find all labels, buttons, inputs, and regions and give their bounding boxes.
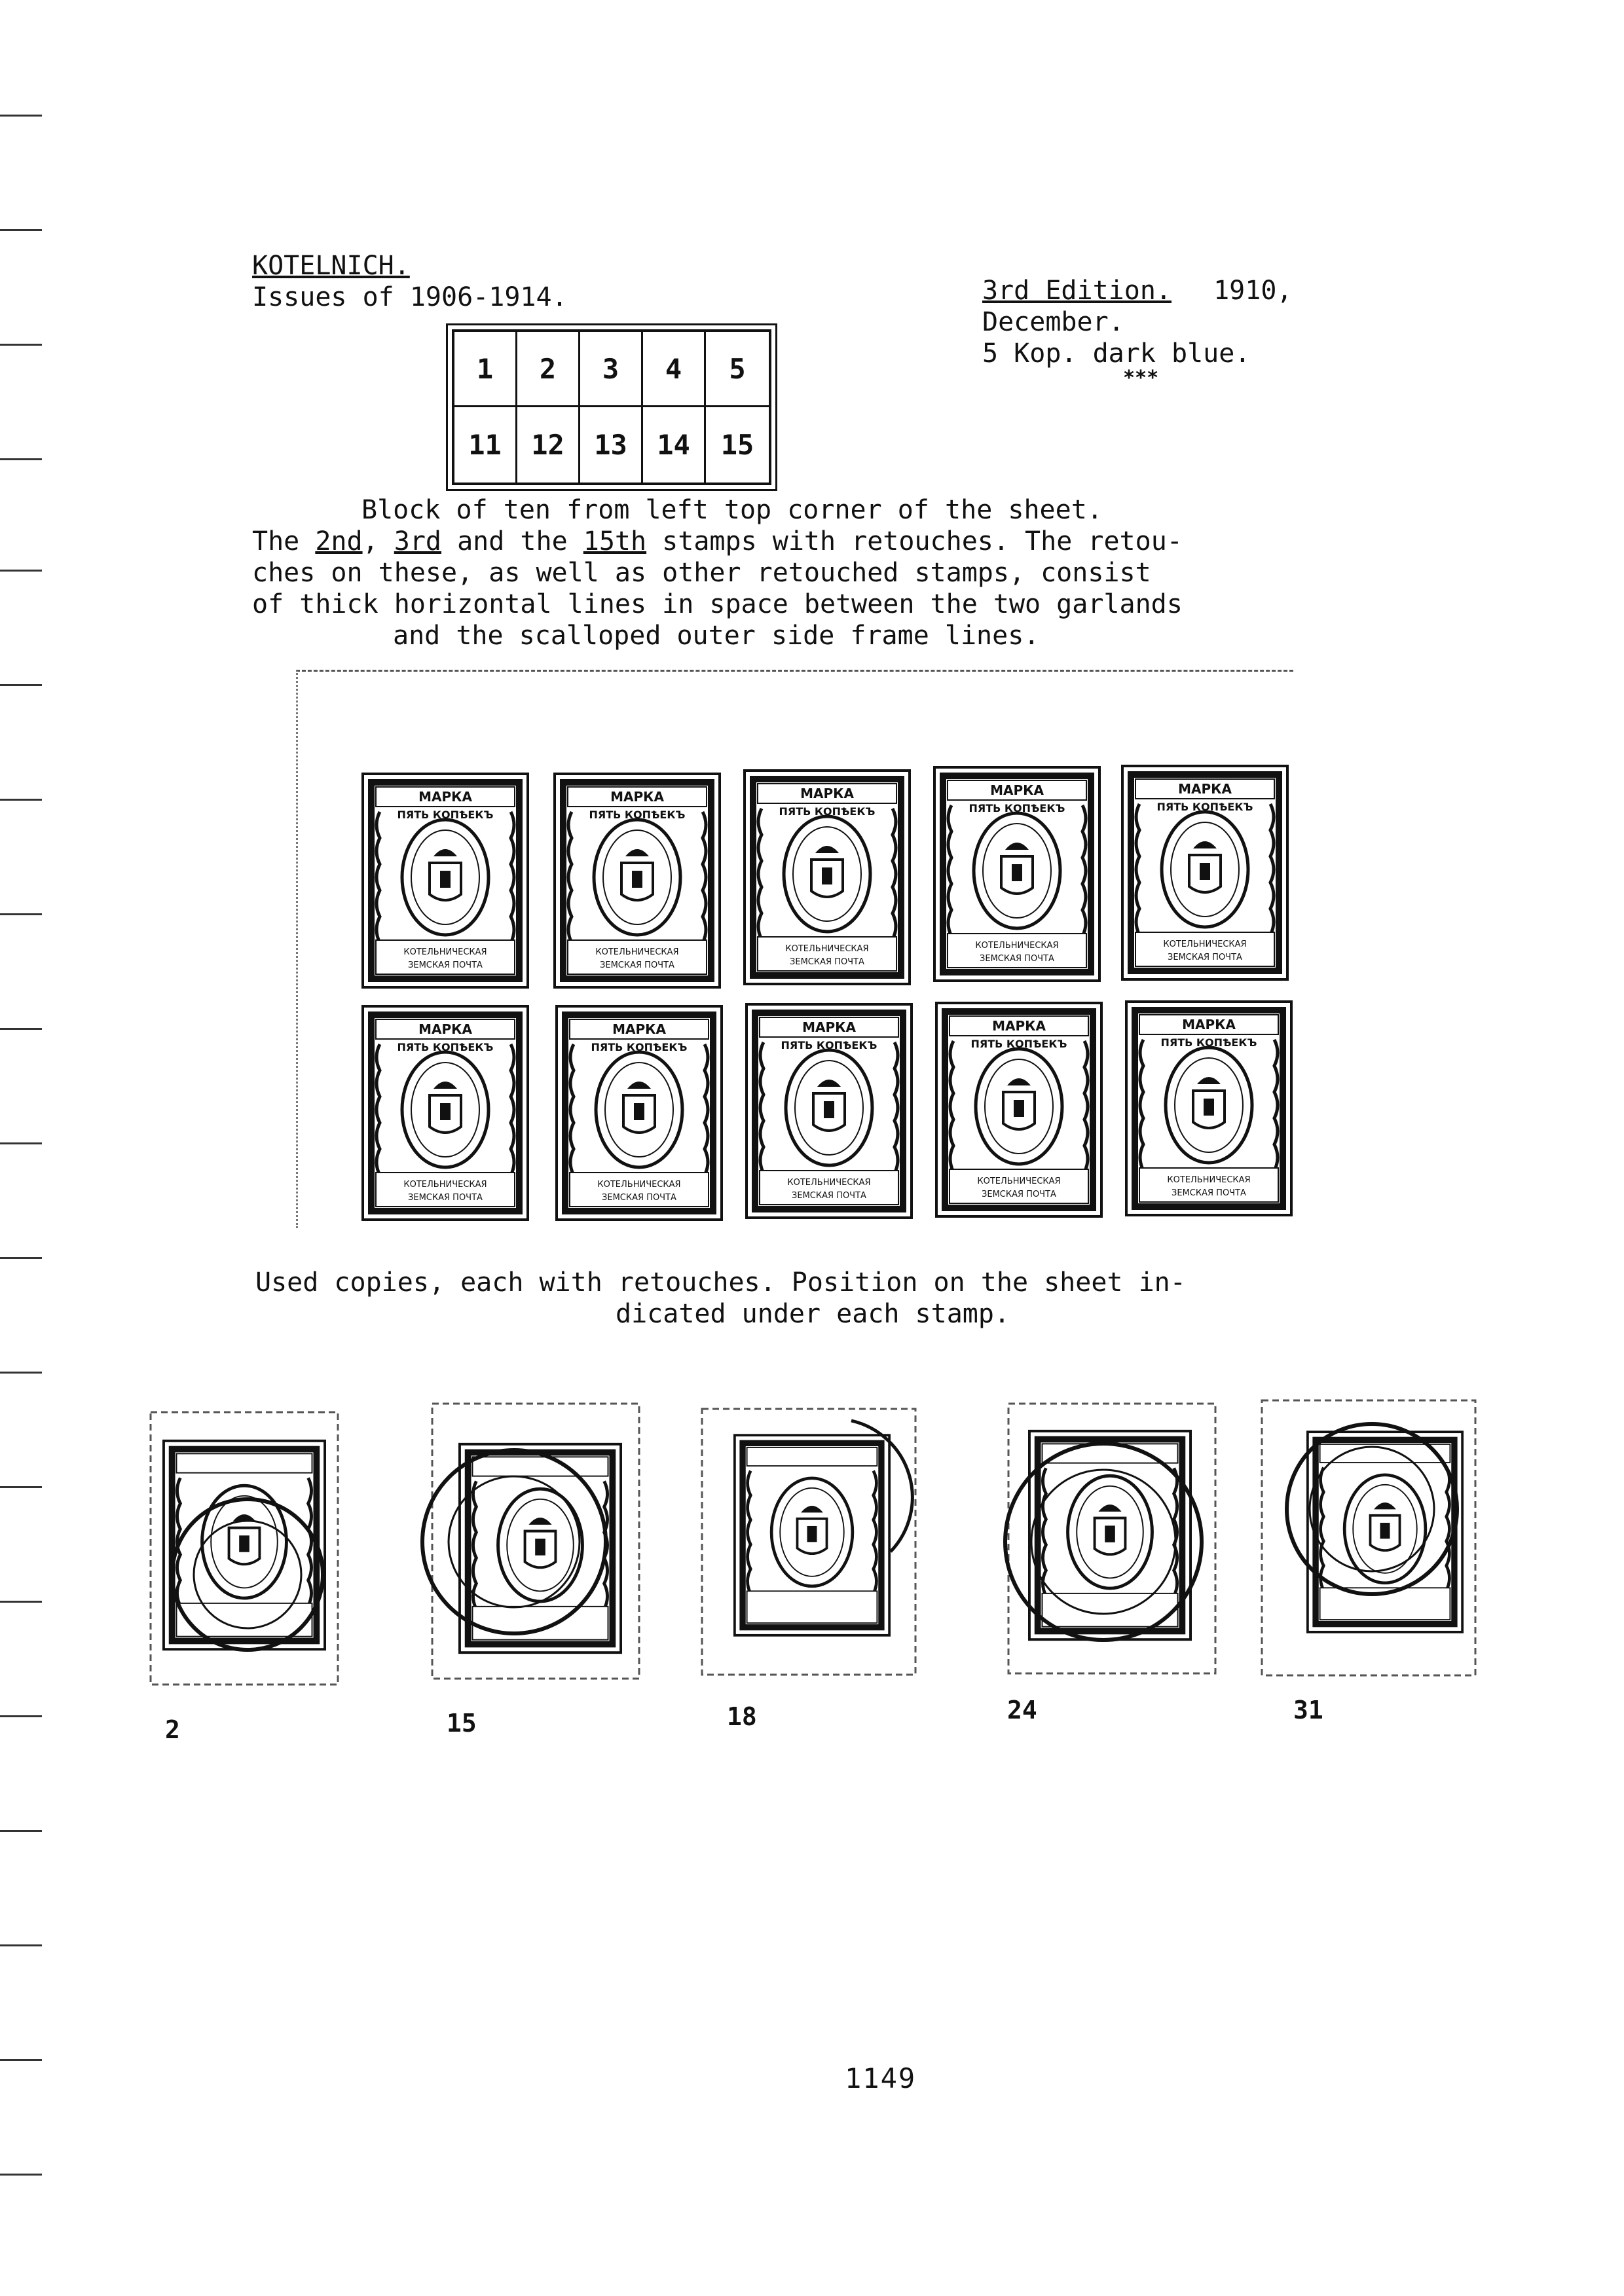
stamp-top-text: МАРКА (612, 1021, 666, 1037)
asterisk-mark: *** (1123, 367, 1159, 390)
grid-cell: 14 (643, 407, 706, 483)
stamp-bottom-text: КОТЕЛЬНИЧЕСКАЯ (1167, 1175, 1251, 1185)
used-stamp (1261, 1398, 1477, 1679)
stamp-bottom-text: КОТЕЛЬНИЧЕСКАЯ (403, 1180, 487, 1190)
stamp (1125, 1000, 1293, 1216)
stamp (745, 1003, 913, 1219)
used-stamp (701, 1408, 917, 1676)
stamp (933, 766, 1101, 982)
stamp-bottom-text: ЗЕМСКАЯ ПОЧТА (1172, 1188, 1246, 1198)
stamp-value-text: ПЯТЬ КОПѢЕКЪ (969, 802, 1065, 814)
stamp-value-text: ПЯТЬ КОПѢЕКЪ (779, 805, 876, 818)
stamp-bottom-text: ЗЕМСКАЯ ПОЧТА (602, 1193, 676, 1203)
stamp-bottom-text: КОТЕЛЬНИЧЕСКАЯ (975, 941, 1059, 951)
stamp-top-text: МАРКА (992, 1018, 1046, 1034)
stamp-bottom-text: КОТЕЛЬНИЧЕСКАЯ (787, 1178, 871, 1188)
stamp-value-text: ПЯТЬ КОПѢЕКЪ (589, 809, 686, 821)
grid-cell: 2 (517, 332, 580, 407)
stamp (361, 773, 529, 989)
used-stamp (989, 1401, 1218, 1676)
grid-cell: 11 (454, 407, 517, 483)
edition-month: December. (982, 307, 1124, 337)
grid-cell: 3 (580, 332, 643, 407)
description-line: of thick horizontal lines in space between the two garlands (252, 589, 1183, 619)
edition-label: 3rd Edition. (982, 276, 1172, 306)
stamp-top-text: МАРКА (802, 1019, 856, 1035)
stamp-value-text: ПЯТЬ КОПѢЕКЪ (397, 809, 494, 821)
stamp (553, 773, 721, 989)
stamp-bottom-text: ЗЕМСКАЯ ПОЧТА (600, 960, 674, 970)
stamp-value-text: ПЯТЬ КОПѢЕКЪ (397, 1041, 494, 1053)
stamp-value-text: ПЯТЬ КОПѢЕКЪ (1156, 801, 1253, 813)
stamp-value-text: ПЯТЬ КОПѢЕКЪ (781, 1039, 877, 1051)
text-span: 3rd (394, 526, 441, 556)
text-span: 2nd (315, 526, 363, 556)
edition-year: 1910, (1213, 276, 1293, 306)
grid-cell: 12 (517, 407, 580, 483)
text-span: 15th (583, 526, 647, 556)
stamp-top-text: МАРКА (1178, 781, 1232, 797)
stamp (1121, 765, 1289, 981)
stamp-top-text: МАРКА (1182, 1017, 1236, 1032)
stamp-bottom-text: ЗЕМСКАЯ ПОЧТА (792, 1191, 866, 1201)
stamp-value-text: ПЯТЬ КОПѢЕКЪ (1160, 1036, 1257, 1049)
stamp-value-text: ПЯТЬ КОПѢЕКЪ (970, 1038, 1067, 1050)
stamp-bottom-text: КОТЕЛЬНИЧЕСКАЯ (785, 944, 869, 954)
stamp-top-text: МАРКА (418, 789, 472, 805)
stamp-top-text: МАРКА (800, 786, 854, 801)
stamp-bottom-text: ЗЕМСКАЯ ПОЧТА (982, 1190, 1056, 1199)
stamp-bottom-text: ЗЕМСКАЯ ПОЧТА (408, 960, 483, 970)
denomination: 5 Kop. dark blue. (982, 338, 1251, 369)
position-label: 2 (165, 1715, 180, 1744)
stamp (555, 1005, 723, 1221)
stamp-bottom-text: ЗЕМСКАЯ ПОЧТА (980, 954, 1054, 964)
stamp-bottom-text: КОТЕЛЬНИЧЕСКАЯ (403, 947, 487, 957)
description-line (252, 526, 1183, 557)
description-line: Block of ten from left top corner of the sheet. (361, 495, 1103, 525)
position-label: 24 (1007, 1696, 1037, 1724)
used-stamp (149, 1411, 339, 1686)
text-span: and the (441, 526, 583, 556)
position-label: 18 (727, 1702, 757, 1731)
stamp-bottom-text: КОТЕЛЬНИЧЕСКАЯ (595, 947, 679, 957)
stamp-top-text: МАРКА (610, 789, 664, 805)
position-label: 15 (447, 1709, 477, 1738)
stamp (935, 1002, 1103, 1218)
stamp-bottom-text: ЗЕМСКАЯ ПОЧТА (790, 957, 864, 967)
stamp-bottom-text: КОТЕЛЬНИЧЕСКАЯ (977, 1176, 1061, 1186)
text-span: stamps with retouches. The retou- (646, 526, 1183, 556)
stamp (361, 1005, 529, 1221)
page-number: 1149 (845, 2062, 917, 2094)
used-stamp (406, 1401, 642, 1683)
grid-cell: 13 (580, 407, 643, 483)
edition-line (982, 275, 1293, 306)
position-label: 31 (1293, 1696, 1323, 1724)
stamp-value-text: ПЯТЬ КОПѢЕКЪ (591, 1041, 688, 1053)
stamp-bottom-text: ЗЕМСКАЯ ПОЧТА (1168, 953, 1242, 962)
stamp-bottom-text: КОТЕЛЬНИЧЕСКАЯ (1163, 939, 1247, 949)
used-caption-line: dicated under each stamp. (616, 1299, 1010, 1329)
grid-cell: 4 (643, 332, 706, 407)
grid-cell: 5 (706, 332, 769, 407)
stamp-top-text: МАРКА (990, 782, 1044, 798)
stamp-bottom-text: КОТЕЛЬНИЧЕСКАЯ (597, 1180, 681, 1190)
page-subtitle: Issues of 1906-1914. (252, 282, 568, 312)
position-grid (452, 329, 771, 485)
page-title: KOTELNICH. (252, 251, 410, 281)
text-span: The (252, 526, 316, 556)
grid-cell: 15 (720, 429, 754, 461)
stamp-bottom-text: ЗЕМСКАЯ ПОЧТА (408, 1193, 483, 1203)
used-caption-line: Used copies, each with retouches. Position on the sheet in- (255, 1267, 1186, 1298)
description-line: and the scalloped outer side frame lines. (393, 621, 1040, 651)
stamp-top-text: МАРКА (418, 1021, 472, 1037)
stamp (743, 769, 911, 985)
grid-cell: 1 (454, 332, 517, 407)
text-span: , (362, 526, 394, 556)
description-line: ches on these, as well as other retouched stamps, consist (252, 558, 1151, 588)
